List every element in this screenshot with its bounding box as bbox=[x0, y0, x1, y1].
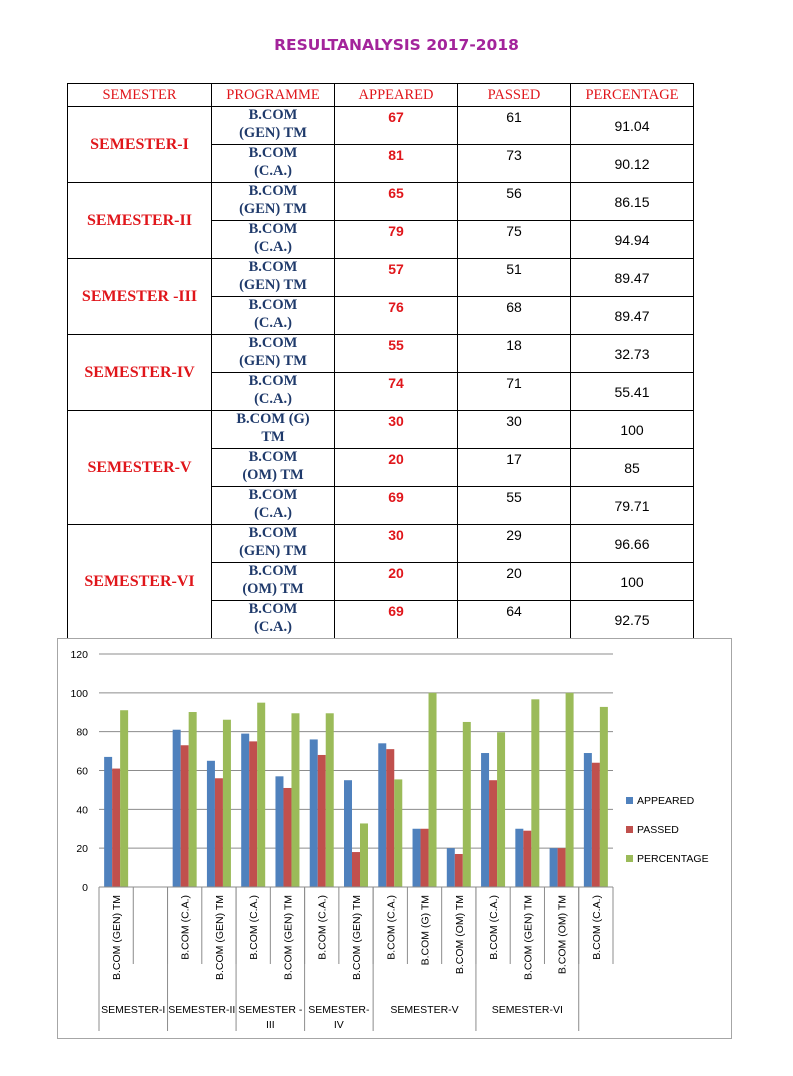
programme-line-2: (OM) TM bbox=[242, 580, 304, 597]
programme-cell bbox=[212, 183, 335, 221]
bar-appeared bbox=[515, 829, 523, 887]
programme-line-1: B.COM bbox=[248, 449, 298, 465]
bar-percentage bbox=[566, 693, 574, 887]
programme-line-1: B.COM bbox=[248, 145, 298, 161]
category-label: B.COM (OM) TM bbox=[453, 895, 466, 975]
passed-cell: 51 bbox=[458, 259, 571, 297]
table-row bbox=[68, 259, 694, 297]
header-semester: SEMESTER bbox=[68, 84, 212, 107]
programme-cell bbox=[212, 297, 335, 335]
percentage-cell: 94.94 bbox=[571, 221, 694, 259]
semester-cell: SEMESTER-II bbox=[68, 183, 212, 259]
legend-swatch-appeared bbox=[626, 797, 633, 804]
bar-percentage bbox=[326, 713, 334, 887]
bar-appeared bbox=[173, 730, 181, 887]
header-passed: PASSED bbox=[458, 84, 571, 107]
semester-cell: SEMESTER-IV bbox=[68, 335, 212, 411]
programme-line-1: B.COM bbox=[248, 259, 298, 275]
programme-line-1: B.COM bbox=[248, 373, 298, 389]
bar-passed bbox=[523, 831, 531, 887]
category-label: B.COM (GEN) TM bbox=[351, 895, 363, 980]
bar-percentage bbox=[531, 699, 539, 887]
category-label: B.COM (C.A.) bbox=[316, 895, 329, 960]
programme-line-2: (C.A.) bbox=[254, 504, 292, 521]
programme-cell bbox=[212, 601, 335, 639]
programme-line-1: B.COM bbox=[248, 183, 298, 199]
bar-percentage bbox=[257, 703, 265, 887]
category-label: B.COM (GEN) TM bbox=[522, 895, 535, 980]
group-label: SEMESTER-VI bbox=[491, 1004, 563, 1016]
category-label: B.COM (GEN) TM bbox=[213, 895, 226, 980]
passed-cell: 17 bbox=[458, 449, 571, 487]
programme-line-2: (C.A.) bbox=[254, 618, 292, 635]
appeared-cell: 20 bbox=[335, 563, 458, 601]
legend-label: APPEARED bbox=[637, 795, 695, 807]
programme-line-2: (GEN) TM bbox=[239, 542, 307, 559]
bar-appeared bbox=[378, 743, 386, 887]
programme-line-1: B.COM bbox=[248, 487, 298, 503]
chart-area bbox=[57, 638, 732, 1039]
bar-passed bbox=[215, 778, 223, 887]
bar-passed bbox=[249, 741, 257, 887]
programme-line-2: (GEN) TM bbox=[239, 276, 307, 293]
programme-line-2: TM bbox=[261, 428, 285, 445]
category-label: B.COM (C.A.) bbox=[248, 895, 261, 960]
y-tick-label: 60 bbox=[76, 765, 88, 778]
percentage-cell: 91.04 bbox=[571, 107, 694, 145]
bar-percentage bbox=[120, 710, 128, 887]
bar-percentage bbox=[600, 707, 608, 887]
bar-passed bbox=[352, 852, 360, 887]
programme-line-1: B.COM (G) bbox=[236, 411, 310, 427]
bar-appeared bbox=[550, 848, 558, 887]
semester-cell: SEMESTER-VI bbox=[68, 525, 212, 639]
y-tick-label: 120 bbox=[70, 649, 88, 661]
semester-cell: SEMESTER-V bbox=[68, 411, 212, 525]
percentage-cell: 86.15 bbox=[571, 183, 694, 221]
programme-cell bbox=[212, 107, 335, 145]
passed-cell: 56 bbox=[458, 183, 571, 221]
category-label: B.COM (GEN) TM bbox=[282, 895, 295, 980]
category-label: B.COM (C.A.) bbox=[179, 895, 192, 960]
group-label: SEMESTER-II bbox=[168, 1004, 236, 1016]
group-label: III bbox=[265, 1019, 275, 1031]
programme-line-1: B.COM bbox=[248, 563, 298, 579]
passed-cell: 75 bbox=[458, 221, 571, 259]
passed-cell: 30 bbox=[458, 411, 571, 449]
table-header-row bbox=[68, 84, 694, 107]
legend-label: PERCENTAGE bbox=[637, 853, 709, 865]
programme-line-2: (C.A.) bbox=[254, 314, 292, 331]
y-tick-label: 80 bbox=[76, 726, 88, 739]
programme-cell bbox=[212, 411, 335, 449]
percentage-cell: 79.71 bbox=[571, 487, 694, 525]
category-label: B.COM (C.A.) bbox=[488, 895, 501, 960]
bar-passed bbox=[489, 780, 497, 887]
bar-appeared bbox=[104, 757, 112, 887]
bar-percentage bbox=[360, 823, 368, 887]
programme-line-1: B.COM bbox=[248, 525, 298, 541]
bar-percentage bbox=[223, 720, 231, 887]
percentage-cell: 89.47 bbox=[571, 259, 694, 297]
programme-line-1: B.COM bbox=[248, 297, 298, 313]
bar-appeared bbox=[413, 829, 421, 887]
category-label: B.COM (OM) TM bbox=[556, 895, 569, 975]
bar-appeared bbox=[344, 780, 352, 887]
bar-passed bbox=[318, 755, 326, 887]
semester-cell: SEMESTER-I bbox=[68, 107, 212, 183]
appeared-cell: 57 bbox=[335, 259, 458, 297]
table-row bbox=[68, 525, 694, 563]
page-title: RESULTANALYSIS 2017-2018 bbox=[274, 36, 519, 54]
table-row bbox=[68, 335, 694, 373]
programme-cell bbox=[212, 525, 335, 563]
programme-line-2: (GEN) TM bbox=[239, 124, 307, 141]
programme-cell bbox=[212, 221, 335, 259]
appeared-cell: 20 bbox=[335, 449, 458, 487]
legend-label: PASSED bbox=[637, 824, 679, 836]
appeared-cell: 67 bbox=[335, 107, 458, 145]
passed-cell: 20 bbox=[458, 563, 571, 601]
passed-cell: 73 bbox=[458, 145, 571, 183]
bar-percentage bbox=[291, 713, 299, 887]
appeared-cell: 76 bbox=[335, 297, 458, 335]
category-label: B.COM (G) TM bbox=[419, 895, 432, 966]
bar-appeared bbox=[241, 734, 249, 887]
group-label: SEMESTER-I bbox=[101, 1004, 166, 1016]
bar-passed bbox=[558, 848, 566, 887]
bar-appeared bbox=[481, 753, 489, 887]
percentage-cell: 100 bbox=[571, 411, 694, 449]
bar-passed bbox=[455, 854, 463, 887]
passed-cell: 55 bbox=[458, 487, 571, 525]
bar-appeared bbox=[447, 848, 455, 887]
programme-line-2: (C.A.) bbox=[254, 238, 292, 255]
programme-cell bbox=[212, 373, 335, 411]
y-tick-label: 20 bbox=[76, 843, 88, 856]
programme-line-2: (C.A.) bbox=[254, 390, 292, 407]
bar-appeared bbox=[275, 776, 283, 887]
table-body bbox=[68, 107, 694, 639]
programme-line-2: (OM) TM bbox=[242, 466, 304, 483]
percentage-cell: 85 bbox=[571, 449, 694, 487]
percentage-cell: 92.75 bbox=[571, 601, 694, 639]
table-row bbox=[68, 183, 694, 221]
table-row bbox=[68, 411, 694, 449]
appeared-cell: 69 bbox=[335, 487, 458, 525]
percentage-cell: 32.73 bbox=[571, 335, 694, 373]
bar-passed bbox=[421, 829, 429, 887]
bar-appeared bbox=[584, 753, 592, 887]
legend-swatch-passed bbox=[626, 826, 633, 833]
percentage-cell: 90.12 bbox=[571, 145, 694, 183]
bar-percentage bbox=[497, 732, 505, 887]
programme-cell bbox=[212, 563, 335, 601]
appeared-cell: 79 bbox=[335, 221, 458, 259]
y-tick-label: 0 bbox=[82, 882, 88, 894]
programme-cell bbox=[212, 335, 335, 373]
programme-line-2: (C.A.) bbox=[254, 162, 292, 179]
bar-appeared bbox=[207, 761, 215, 887]
legend-swatch-percentage bbox=[626, 855, 633, 862]
bar-passed bbox=[283, 788, 291, 887]
programme-cell bbox=[212, 259, 335, 297]
result-table bbox=[67, 83, 694, 639]
programme-line-1: B.COM bbox=[248, 335, 298, 351]
appeared-cell: 81 bbox=[335, 145, 458, 183]
percentage-cell: 89.47 bbox=[571, 297, 694, 335]
programme-cell bbox=[212, 487, 335, 525]
group-label: SEMESTER-V bbox=[390, 1004, 459, 1016]
bar-passed bbox=[592, 763, 600, 887]
passed-cell: 61 bbox=[458, 107, 571, 145]
bar-percentage bbox=[394, 779, 402, 887]
appeared-cell: 69 bbox=[335, 601, 458, 639]
bar-appeared bbox=[310, 739, 318, 887]
programme-line-2: (GEN) TM bbox=[239, 352, 307, 369]
bar-percentage bbox=[463, 722, 471, 887]
bar-percentage bbox=[429, 693, 437, 887]
percentage-cell: 96.66 bbox=[571, 525, 694, 563]
header-programme: PROGRAMME bbox=[212, 84, 335, 107]
passed-cell: 64 bbox=[458, 601, 571, 639]
programme-cell bbox=[212, 449, 335, 487]
group-label: IV bbox=[333, 1019, 344, 1031]
bar-passed bbox=[112, 769, 120, 887]
bar-chart bbox=[58, 639, 731, 1038]
passed-cell: 29 bbox=[458, 525, 571, 563]
header-percentage: PERCENTAGE bbox=[571, 84, 694, 107]
passed-cell: 71 bbox=[458, 373, 571, 411]
bar-passed bbox=[386, 749, 394, 887]
passed-cell: 68 bbox=[458, 297, 571, 335]
semester-cell: SEMESTER -III bbox=[68, 259, 212, 335]
category-label: B.COM (C.A.) bbox=[385, 895, 398, 960]
percentage-cell: 100 bbox=[571, 563, 694, 601]
table-row bbox=[68, 107, 694, 145]
category-label: B.COM (GEN) TM bbox=[111, 895, 124, 980]
group-label: SEMESTER- bbox=[308, 1004, 370, 1016]
programme-line-1: B.COM bbox=[248, 601, 298, 617]
category-label: B.COM (C.A.) bbox=[590, 895, 603, 960]
programme-line-1: B.COM bbox=[248, 107, 298, 123]
y-tick-label: 100 bbox=[70, 687, 88, 700]
appeared-cell: 55 bbox=[335, 335, 458, 373]
appeared-cell: 65 bbox=[335, 183, 458, 221]
appeared-cell: 30 bbox=[335, 411, 458, 449]
programme-line-1: B.COM bbox=[248, 221, 298, 237]
bar-passed bbox=[181, 745, 189, 887]
group-label: SEMESTER - bbox=[238, 1004, 303, 1016]
appeared-cell: 30 bbox=[335, 525, 458, 563]
programme-cell bbox=[212, 145, 335, 183]
appeared-cell: 74 bbox=[335, 373, 458, 411]
y-tick-label: 40 bbox=[76, 804, 88, 817]
passed-cell: 18 bbox=[458, 335, 571, 373]
header-appeared: APPEARED bbox=[335, 84, 458, 107]
percentage-cell: 55.41 bbox=[571, 373, 694, 411]
bar-percentage bbox=[189, 712, 197, 887]
programme-line-2: (GEN) TM bbox=[239, 200, 307, 217]
